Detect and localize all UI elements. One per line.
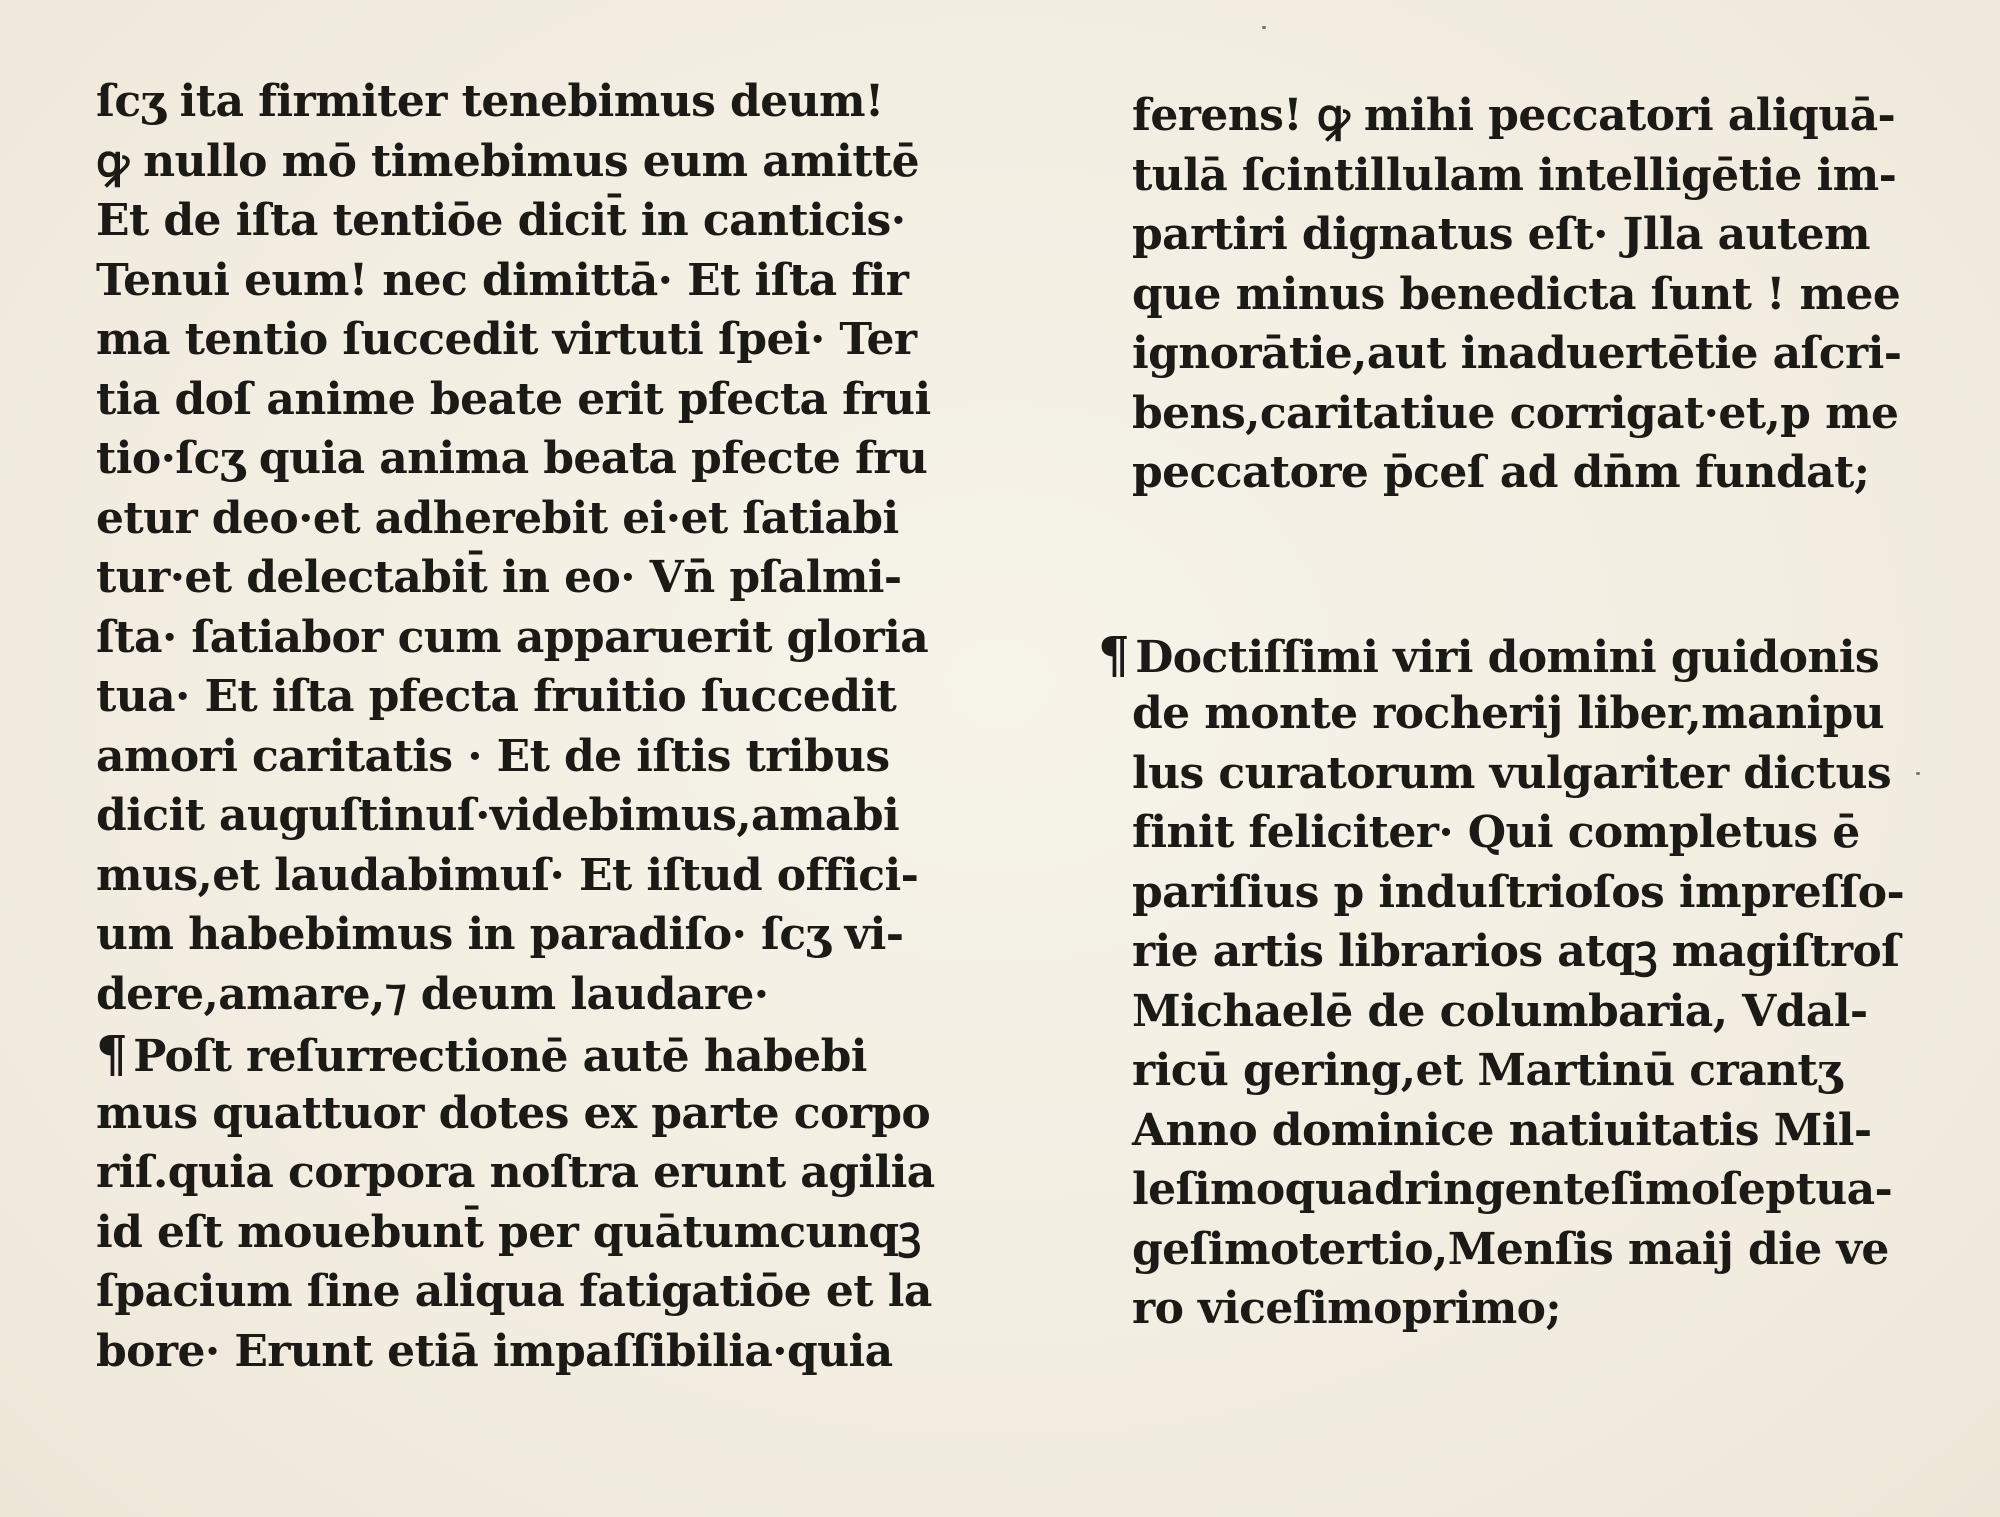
- right-text-column: [1098, 86, 1912, 1339]
- text-line: bens,caritatiue corrigat·et,p me: [1132, 387, 1899, 439]
- text-line: mus,et laudabimuſ· Et iſtud offici-: [96, 849, 919, 901]
- text-line: tia doſ anime beate erit pfecta frui: [96, 373, 931, 425]
- pilcrow-icon: ¶: [1098, 624, 1130, 684]
- text-line: ſcʒ ita firmiter tenebimus deum!: [96, 76, 884, 127]
- text-line: um habebimus in paradiſo· ſcʒ vi-: [96, 909, 904, 960]
- text-line: id eſt mouebunt̄ per quātumcunqꝫ: [96, 1206, 921, 1258]
- text-line: Tenui eum! nec dimittā· Et iſta fir: [96, 254, 909, 306]
- text-line: etur deo·et adherebit ei·et ſatiabi: [96, 492, 899, 544]
- text-line: tulā ſcintillulam intelligētie im-: [1132, 149, 1897, 201]
- colophon-start-line: [1098, 625, 1912, 685]
- text-line: ricū gering,et Martinū crantʒ: [1132, 1045, 1842, 1096]
- text-line: ignorātie,aut inaduertētie aſcri-: [1132, 328, 1902, 379]
- text-line: Et de iſta tentiōe dicit̄ in canticis·: [96, 195, 906, 246]
- text-line: bore· Erunt etiā impaſſibilia·quia: [96, 1325, 893, 1377]
- text-line: ma tentio ſuccedit virtuti ſpei· Ter: [96, 314, 917, 365]
- text-line: rie artis librarios atqꝫ magiſtroſ: [1132, 926, 1900, 977]
- text-line: Poſt reſurrectionē autē habebi: [133, 1031, 867, 1082]
- text-line: que minus benedicta ſunt ! mee: [1132, 268, 1901, 320]
- text-line: Michaelē de columbaria, Vdal-: [1132, 985, 1868, 1037]
- text-line: tio·ſcʒ quia anima beata pfecte fru: [96, 433, 928, 484]
- paragraph-start-line: [96, 1024, 926, 1084]
- text-line: ſpacium ſine aliqua fatigatiōe et la: [96, 1266, 932, 1317]
- paper-speck: [1262, 26, 1266, 29]
- text-line: leſimoquadringenteſimoſeptua-: [1132, 1164, 1893, 1215]
- text-line: ferens! ꝙ mihi peccatori aliquā-: [1132, 90, 1896, 141]
- paragraph-gap: [1132, 503, 1912, 625]
- text-line: ꝙ nullo mō timebimus eum amittē: [96, 135, 920, 187]
- paper-speck: [1916, 772, 1920, 775]
- text-line: finit feliciter· Qui completus ē: [1132, 807, 1860, 858]
- text-line: ro viceſimoprimo;: [1132, 1283, 1562, 1334]
- text-line: riſ.quia corpora noſtra erunt agilia: [96, 1147, 935, 1198]
- text-line: ſta· ſatiabor cum apparuerit gloria: [96, 611, 929, 663]
- text-line: de monte rocherij liber,manipu: [1132, 688, 1885, 739]
- text-line: tua· Et iſta pfecta fruitio ſuccedit: [96, 671, 897, 722]
- text-line: peccatore p̄ceſ ad dn̄m fundat;: [1132, 447, 1870, 498]
- text-line: tur·et delectabit̄ in eo· Vn̄ pſalmi-: [96, 552, 902, 603]
- left-text-column: [96, 72, 935, 1381]
- text-line: dicit auguſtinuſ·videbimus,amabi: [96, 790, 900, 841]
- text-line: Anno dominice natiuitatis Mil-: [1132, 1104, 1872, 1156]
- pilcrow-icon: ¶: [96, 1024, 128, 1083]
- text-line: partiri dignatus eſt· Jlla autem: [1132, 209, 1870, 260]
- text-line: dere,amare,⁊ deum laudare·: [96, 968, 769, 1020]
- text-line: geſimotertio,Menſis maij die ve: [1132, 1223, 1889, 1275]
- text-line: Doctiſſimi viri domini guidonis: [1135, 631, 1880, 683]
- text-line: mus quattuor dotes ex parte corpo: [96, 1087, 931, 1139]
- colophon: [1098, 625, 1912, 1339]
- text-line: pariſius p induſtrioſos impreſſo-: [1132, 866, 1905, 918]
- text-line: amori caritatis · Et de iſtis tribus: [96, 730, 890, 782]
- text-line: lus curatorum vulgariter dictus: [1132, 747, 1892, 799]
